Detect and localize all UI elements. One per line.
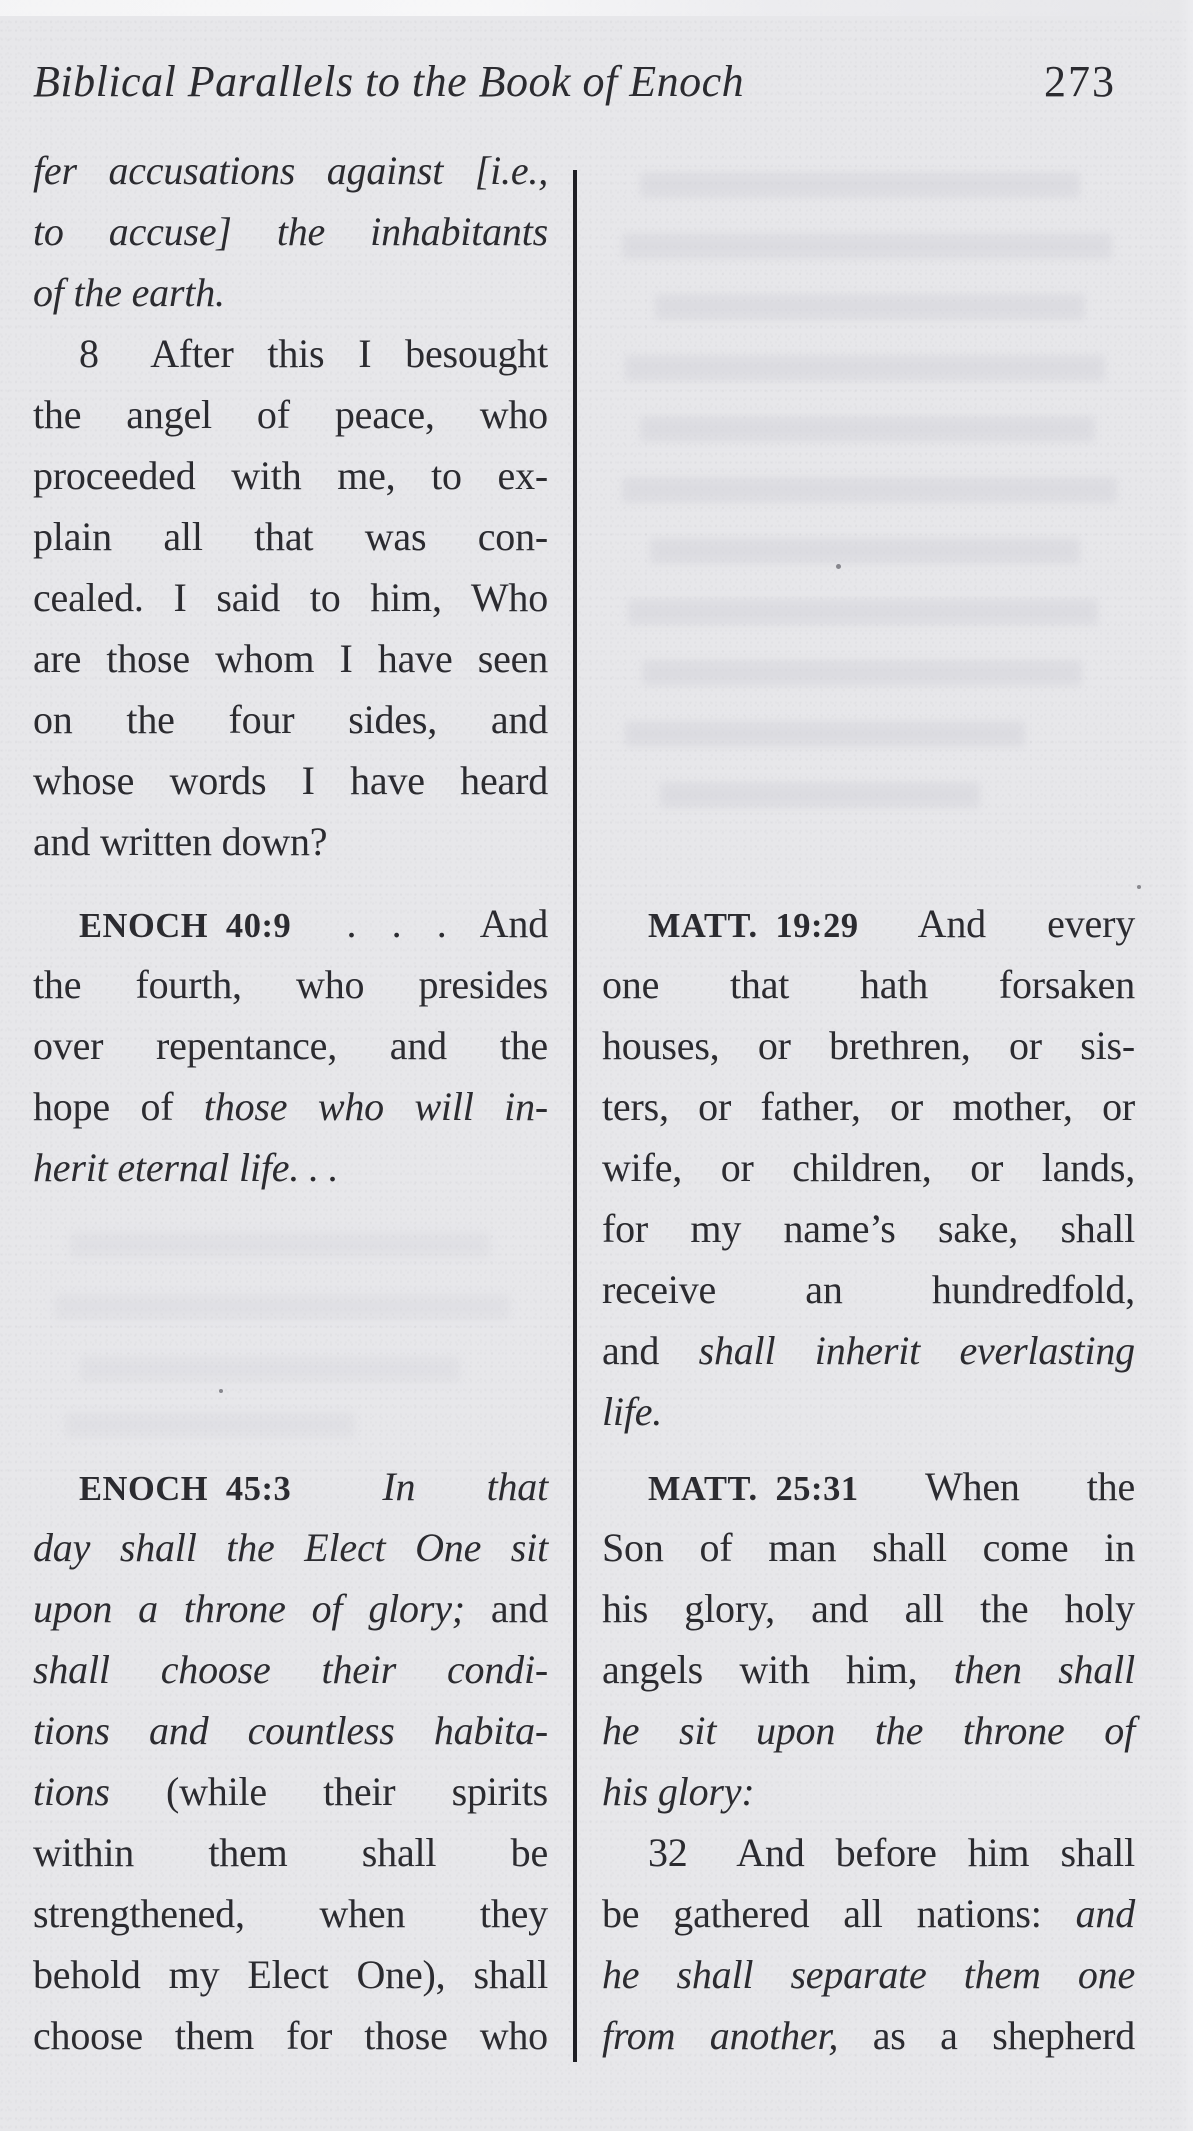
text-line bbox=[33, 689, 548, 750]
text-segment: cealed. I said to him, Who bbox=[33, 575, 548, 620]
page-title: Biblical Parallels to the Book of Enoch bbox=[33, 57, 745, 106]
text-segment: to accuse] the inhabitants bbox=[33, 209, 548, 254]
text-segment: angels with him, bbox=[602, 1647, 954, 1692]
text-line bbox=[33, 750, 548, 811]
text-line bbox=[33, 506, 548, 567]
text-segment: receive an hundredfold, bbox=[602, 1267, 1135, 1312]
text-segment: day shall the Elect One sit bbox=[33, 1525, 548, 1570]
text-segment: as a shepherd bbox=[838, 2013, 1136, 2058]
scan-edge-right bbox=[1179, 0, 1193, 2131]
scan-edge-top bbox=[0, 0, 1193, 16]
text-segment: of the earth. bbox=[33, 270, 225, 315]
text-line bbox=[33, 1944, 548, 2005]
text-line bbox=[602, 1320, 1135, 1381]
text-segment: he shall separate them one bbox=[602, 1952, 1135, 1997]
text-segment: choose them for those who bbox=[33, 2013, 548, 2058]
scan-speck bbox=[219, 1389, 223, 1393]
text-line bbox=[33, 1076, 548, 1137]
text-line bbox=[602, 1015, 1135, 1076]
verse-reference: ENOCH 40:9 bbox=[79, 907, 292, 945]
text-segment: and bbox=[464, 1586, 548, 1631]
text-line bbox=[33, 2005, 548, 2066]
text-segment: plain all that was con- bbox=[33, 514, 548, 559]
text-line bbox=[33, 628, 548, 689]
text-line bbox=[602, 1944, 1135, 2005]
verse-reference: MATT. 19:29 bbox=[648, 907, 859, 945]
text-line bbox=[33, 1137, 548, 1198]
text-line bbox=[602, 1517, 1135, 1578]
text-line bbox=[602, 1456, 1135, 1517]
text-segment: And every bbox=[858, 901, 1135, 946]
text-segment: then shall bbox=[953, 1647, 1135, 1692]
text-segment: behold my Elect One), shall bbox=[33, 1952, 548, 1997]
text-line bbox=[33, 262, 548, 323]
text-segment: houses, or brethren, or sis- bbox=[602, 1023, 1135, 1068]
text-line bbox=[602, 1198, 1135, 1259]
text-line bbox=[33, 811, 548, 872]
text-line bbox=[33, 445, 548, 506]
text-segment: are those whom I have seen bbox=[33, 636, 548, 681]
text-segment: for my name’s sake, shall bbox=[602, 1206, 1135, 1251]
text-line bbox=[33, 1883, 548, 1944]
text-segment: In that bbox=[291, 1464, 548, 1509]
page-number: 273 bbox=[1044, 57, 1116, 106]
text-segment: When the bbox=[858, 1464, 1135, 1509]
text-segment: and bbox=[1075, 1891, 1135, 1936]
text-line bbox=[33, 384, 548, 445]
text-segment: one that hath forsaken bbox=[602, 962, 1135, 1007]
text-line bbox=[602, 1381, 1135, 1442]
text-segment: those who will in- bbox=[203, 1084, 549, 1129]
text-line bbox=[33, 1015, 548, 1076]
text-segment: he sit upon the throne of bbox=[602, 1708, 1135, 1753]
text-line bbox=[602, 1822, 1135, 1883]
text-line bbox=[602, 1259, 1135, 1320]
verse-reference: ENOCH 45:3 bbox=[79, 1470, 292, 1508]
text-line bbox=[33, 140, 548, 201]
text-segment: within them shall be bbox=[33, 1830, 548, 1875]
text-segment: hope of bbox=[33, 1084, 204, 1129]
text-segment: the angel of peace, who bbox=[33, 392, 548, 437]
text-line bbox=[33, 954, 548, 1015]
text-segment: be gathered all nations: bbox=[602, 1891, 1076, 1936]
text-line bbox=[33, 567, 548, 628]
text-line bbox=[33, 201, 548, 262]
text-line bbox=[602, 1761, 1135, 1822]
text-segment: on the four sides, and bbox=[33, 697, 548, 742]
text-segment: proceeded with me, to ex- bbox=[33, 453, 548, 498]
text-line bbox=[33, 1639, 548, 1700]
enoch-39-continuation bbox=[33, 140, 548, 323]
scan-speck bbox=[836, 564, 841, 569]
text-segment: Son of man shall come in bbox=[602, 1525, 1135, 1570]
matt-19-29 bbox=[602, 893, 1135, 1442]
text-line bbox=[602, 954, 1135, 1015]
text-line bbox=[602, 1639, 1135, 1700]
text-segment: and bbox=[602, 1328, 699, 1373]
text-segment: over repentance, and the bbox=[33, 1023, 548, 1068]
text-segment: fer accusations against [i.e., bbox=[33, 148, 548, 193]
text-line bbox=[602, 1076, 1135, 1137]
text-segment: 8 After this I besought bbox=[79, 331, 548, 376]
text-line bbox=[33, 1761, 548, 1822]
text-segment: wife, or children, or lands, bbox=[602, 1145, 1135, 1190]
enoch-39-verse-8 bbox=[33, 323, 548, 872]
matt-25-31 bbox=[602, 1456, 1135, 2066]
text-segment: whose words I have heard bbox=[33, 758, 548, 803]
text-segment: herit eternal life. . . bbox=[33, 1145, 339, 1190]
text-segment: his glory, and all the holy bbox=[602, 1586, 1135, 1631]
running-head bbox=[33, 56, 1163, 108]
text-segment: shall choose their condi- bbox=[33, 1647, 548, 1692]
right-column bbox=[602, 140, 1135, 2066]
verse-reference: MATT. 25:31 bbox=[648, 1470, 859, 1508]
text-segment: 32 And before him shall bbox=[648, 1830, 1135, 1875]
enoch-40-9 bbox=[33, 893, 548, 1198]
text-line bbox=[602, 893, 1135, 954]
text-segment: (while their spirits bbox=[109, 1769, 548, 1814]
text-line bbox=[602, 1700, 1135, 1761]
text-line bbox=[602, 1883, 1135, 1944]
text-line bbox=[33, 1517, 548, 1578]
text-segment: and written down? bbox=[33, 819, 328, 864]
text-segment: his glory: bbox=[602, 1769, 755, 1814]
text-segment: tions bbox=[33, 1769, 110, 1814]
text-segment: upon a throne of glory; bbox=[33, 1586, 465, 1631]
text-line bbox=[33, 893, 548, 954]
text-segment: ters, or father, or mother, or bbox=[602, 1084, 1135, 1129]
left-column bbox=[33, 140, 548, 2066]
text-segment: tions and countless habita- bbox=[33, 1708, 548, 1753]
column-divider-rule bbox=[573, 170, 577, 2062]
text-line bbox=[33, 1822, 548, 1883]
text-line bbox=[602, 1578, 1135, 1639]
enoch-45-3 bbox=[33, 1456, 548, 2066]
text-segment: from another, bbox=[602, 2013, 839, 2058]
text-segment: strengthened, when they bbox=[33, 1891, 548, 1936]
text-segment: shall inherit everlasting bbox=[698, 1328, 1135, 1373]
text-segment: the fourth, who presides bbox=[33, 962, 548, 1007]
text-line bbox=[33, 1578, 548, 1639]
scan-speck bbox=[1137, 885, 1141, 889]
text-line bbox=[602, 1137, 1135, 1198]
text-segment: life. bbox=[602, 1389, 663, 1434]
text-line bbox=[33, 1700, 548, 1761]
text-line bbox=[33, 323, 548, 384]
text-segment: . . . And bbox=[291, 901, 548, 946]
text-line bbox=[33, 1456, 548, 1517]
text-line bbox=[602, 2005, 1135, 2066]
